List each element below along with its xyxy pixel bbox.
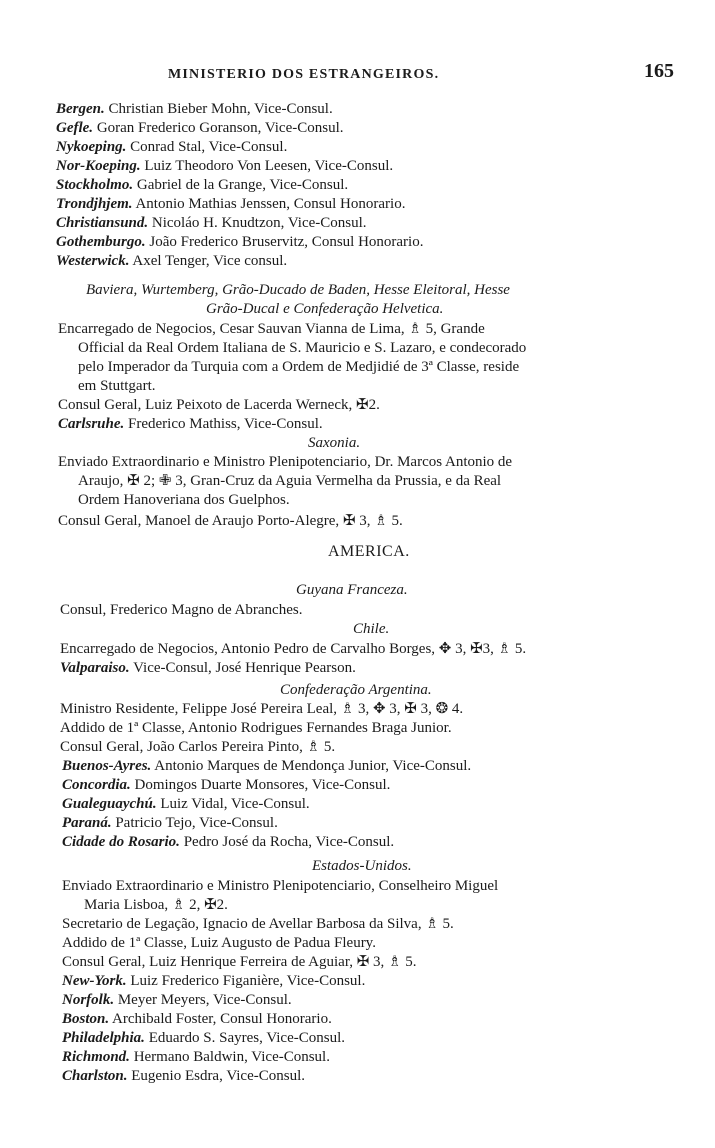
text-line	[58, 396, 380, 414]
entry-text: Consul Geral, Manoel de Araujo Porto-Alegre,	[58, 513, 340, 529]
entry-text: Ministro Residente, Felippe José Pereira Leal,	[60, 701, 338, 717]
place-name: Nykoeping.	[56, 139, 127, 155]
entry-text: Consul Geral, Luiz Peixoto de Lacerda Werneck,	[58, 397, 353, 413]
text-line	[78, 491, 290, 509]
text-line	[84, 896, 228, 914]
text-line	[62, 991, 292, 1009]
text-line	[60, 738, 335, 756]
text-line	[312, 857, 412, 875]
entry-text: Frederico Mathiss, Vice-Consul.	[124, 416, 323, 432]
text-line	[60, 700, 463, 718]
entry-text: Enviado Extraordinario e Ministro Plenipotenciario, Dr. Marcos Antonio de	[58, 454, 513, 470]
entry-text: Eugenio Esdra, Vice-Consul.	[127, 1068, 305, 1084]
entry-text: Antonio Marques de Mendonça Junior, Vice-Consul.	[151, 758, 472, 774]
place-name: Carlsruhe.	[58, 416, 125, 432]
entry-text: em Stuttgart.	[78, 378, 156, 394]
entry-text: Conrad Stal, Vice-Consul.	[126, 139, 288, 155]
place-name: Gefle.	[56, 120, 94, 136]
place-name: Buenos-Ayres.	[62, 758, 152, 774]
text-line	[308, 434, 360, 452]
entry-text: Addido de 1ª Classe, Antonio Rodrigues Fernandes Braga Junior.	[60, 720, 452, 736]
order-insignia: ♗ 5.	[421, 916, 454, 932]
text-line	[56, 252, 287, 270]
text-line	[62, 814, 278, 832]
entry-text: Luiz Theodoro Von Leesen, Vice-Consul.	[140, 158, 394, 174]
place-name: Gualeguaychú.	[62, 796, 157, 812]
entry-text: Consul Geral, João Carlos Pereira Pinto,	[60, 739, 303, 755]
entry-text: João Frederico Bruservitz, Consul Honorario.	[145, 234, 424, 250]
entry-text: Consul Geral, Luiz Henrique Ferreira de Aguiar,	[62, 954, 353, 970]
text-line	[62, 1067, 305, 1085]
entry-text: Axel Tenger, Vice consul.	[129, 253, 288, 269]
text-line	[62, 795, 310, 813]
order-insignia: ✠ 2; ✙ 3,	[123, 473, 187, 489]
entry-text: Nicoláo H. Knudtzon, Vice-Consul.	[148, 215, 367, 231]
place-name: Paraná.	[62, 815, 112, 831]
place-name: Boston.	[62, 1011, 110, 1027]
text-line	[78, 472, 501, 490]
text-line	[62, 877, 498, 895]
text-line	[56, 100, 333, 118]
entry-text: Consul, Frederico Magno de Abranches.	[60, 602, 303, 618]
text-line	[60, 601, 302, 619]
entry-text-continued: Gran-Cruz da Aguia Vermelha da Prussia, e da Real	[186, 473, 502, 489]
subsection-heading: Baviera, Wurtemberg, Grão-Ducado de Baden, Hesse Eleitoral, Hesse	[86, 282, 510, 298]
order-insignia: ♗ 2, ✠2.	[168, 897, 228, 913]
text-line	[58, 512, 403, 530]
entry-text: Addido de 1ª Classe, Luiz Augusto de Padua Fleury.	[62, 935, 376, 951]
place-name: Gothemburgo.	[56, 234, 146, 250]
page-number: 165	[644, 60, 674, 82]
text-line	[62, 1029, 345, 1047]
section-heading: AMERICA.	[328, 543, 410, 560]
text-line	[353, 620, 389, 638]
text-line	[328, 543, 410, 561]
order-insignia: ✥ 3, ✠3, ♗ 5.	[435, 641, 527, 657]
entry-text: Ordem Hanoveriana dos Guelphos.	[78, 492, 290, 508]
subsection-heading: Saxonia.	[308, 435, 361, 451]
place-name: Cidade do Rosario.	[62, 834, 180, 850]
entry-text: Pedro José da Rocha, Vice-Consul.	[179, 834, 395, 850]
place-name: Stockholmo.	[56, 177, 134, 193]
entry-text: Eduardo S. Sayres, Vice-Consul.	[144, 1030, 345, 1046]
text-line	[58, 415, 323, 433]
subsection-heading: Estados-Unidos.	[312, 858, 412, 874]
text-line	[56, 214, 367, 232]
place-name: Bergen.	[56, 101, 105, 117]
text-line	[78, 358, 519, 376]
order-insignia: ♗ 5.	[302, 739, 336, 755]
text-line	[62, 776, 390, 794]
text-line	[62, 1048, 330, 1066]
text-line	[280, 681, 432, 699]
place-name: Philadelphia.	[62, 1030, 145, 1046]
text-line	[62, 915, 454, 933]
text-line	[62, 1010, 332, 1028]
text-line	[62, 757, 471, 775]
entry-text: Patricio Tejo, Vice-Consul.	[111, 815, 278, 831]
text-line	[78, 339, 526, 357]
entry-text: Antonio Mathias Jenssen, Consul Honorario.	[132, 196, 406, 212]
entry-text: pelo Imperador da Turquia com a Ordem de Medjidié de 3ª Classe, reside	[78, 359, 520, 375]
order-insignia: ♗ 5,	[404, 321, 437, 337]
place-name: New-York.	[62, 973, 127, 989]
text-line	[60, 640, 526, 658]
place-name: Nor-Koeping.	[56, 158, 141, 174]
order-insignia: ✠2.	[352, 397, 380, 413]
entry-text: Hermano Baldwin, Vice-Consul.	[129, 1049, 330, 1065]
entry-text: Vice-Consul, José Henrique Pearson.	[129, 660, 356, 676]
entry-text: Encarregado de Negocios, Antonio Pedro de Carvalho Borges,	[60, 641, 436, 657]
place-name: Charlston.	[62, 1068, 128, 1084]
text-line	[78, 377, 156, 395]
text-line	[62, 953, 417, 971]
place-name: Westerwick.	[56, 253, 130, 269]
entry-text: Meyer Meyers, Vice-Consul.	[114, 992, 292, 1008]
subsection-heading: Confederação Argentina.	[280, 682, 432, 698]
entry-text: Christian Bieber Mohn, Vice-Consul.	[104, 101, 333, 117]
text-line	[58, 320, 485, 338]
entry-text: Luiz Vidal, Vice-Consul.	[156, 796, 310, 812]
text-line	[56, 119, 344, 137]
text-line	[62, 934, 376, 952]
running-header: MINISTERIO DOS ESTRANGEIROS.	[168, 67, 440, 82]
place-name: Concordia.	[62, 777, 131, 793]
subsection-heading: Guyana Franceza.	[296, 582, 408, 598]
text-line	[60, 719, 452, 737]
text-line	[62, 972, 365, 990]
text-line	[206, 300, 443, 318]
text-line	[56, 138, 287, 156]
text-line	[60, 659, 356, 677]
place-name: Christiansund.	[56, 215, 149, 231]
entry-text: Maria Lisboa,	[84, 897, 169, 913]
order-insignia: ✠ 3, ♗ 5.	[352, 954, 417, 970]
place-name: Valparaiso.	[60, 660, 130, 676]
subsection-heading: Chile.	[353, 621, 390, 637]
place-name: Trondjhjem.	[56, 196, 133, 212]
text-line	[62, 833, 394, 851]
text-line	[56, 176, 348, 194]
place-name: Norfolk.	[62, 992, 115, 1008]
entry-text: Goran Frederico Goranson, Vice-Consul.	[93, 120, 344, 136]
entry-text: Secretario de Legação, Ignacio de Avellar Barbosa da Silva,	[62, 916, 422, 932]
text-line	[56, 233, 423, 251]
subsection-heading: Grão-Ducal e Confederação Helvetica.	[206, 301, 444, 317]
place-name: Richmond.	[62, 1049, 130, 1065]
entry-text: Gabriel de la Grange, Vice-Consul.	[133, 177, 349, 193]
text-line	[86, 281, 510, 299]
order-insignia: ♗ 3, ✥ 3, ✠ 3, ❂ 4.	[337, 701, 464, 717]
text-line	[56, 157, 393, 175]
order-insignia: ✠ 3, ♗ 5.	[339, 513, 403, 529]
text-line	[56, 195, 405, 213]
text-line	[296, 581, 408, 599]
entry-text: Luiz Frederico Figanière, Vice-Consul.	[126, 973, 366, 989]
entry-text: Araujo,	[78, 473, 124, 489]
entry-text: Official da Real Ordem Italiana de S. Mauricio e S. Lazaro, e condecorado	[78, 340, 527, 356]
entry-text: Archibald Foster, Consul Honorario.	[109, 1011, 332, 1027]
entry-text-continued: Grande	[436, 321, 485, 337]
entry-text: Encarregado de Negocios, Cesar Sauvan Vianna de Lima,	[58, 321, 405, 337]
entry-text: Domingos Duarte Monsores, Vice-Consul.	[130, 777, 391, 793]
entry-text: Enviado Extraordinario e Ministro Plenipotenciario, Conselheiro Miguel	[62, 878, 499, 894]
text-line	[58, 453, 512, 471]
